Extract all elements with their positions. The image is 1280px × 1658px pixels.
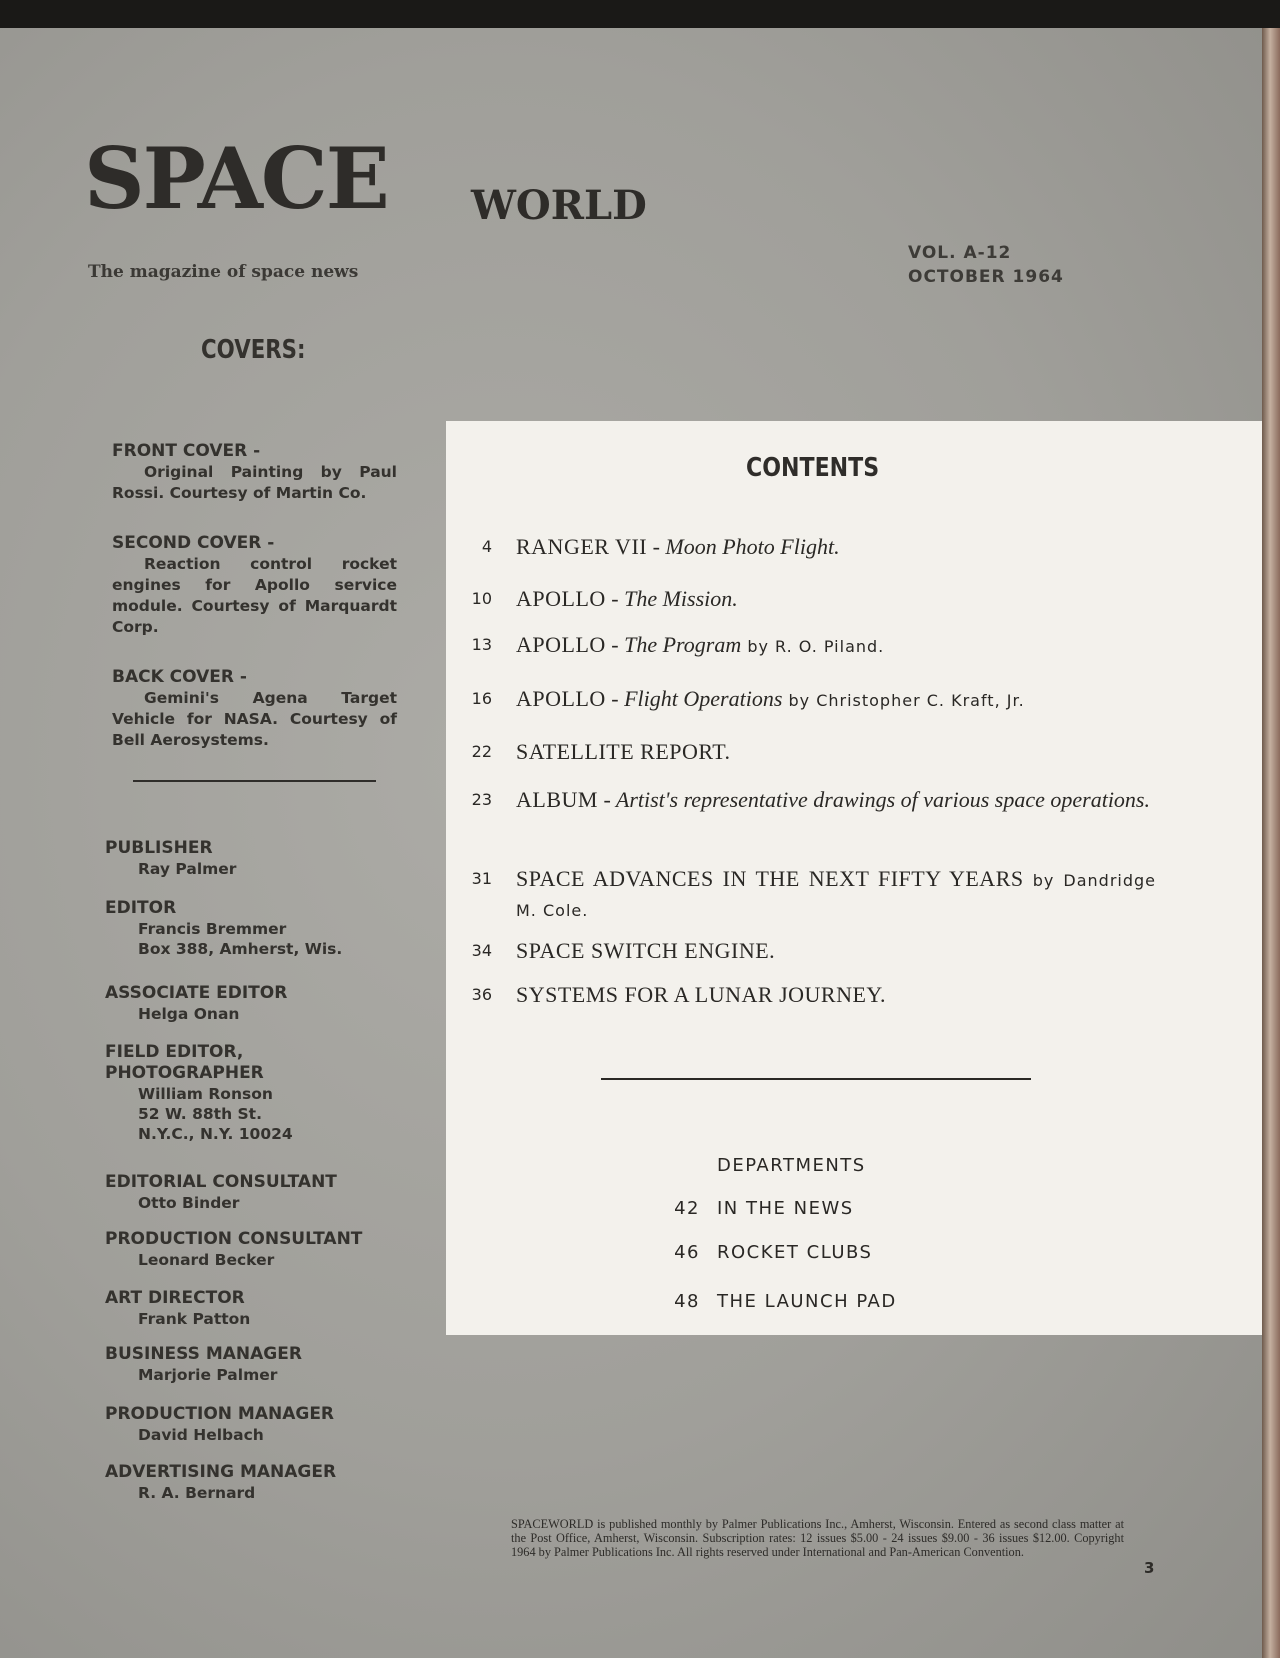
contents-heading: CONTENTS: [746, 453, 880, 483]
staff-entry: [105, 1288, 250, 1329]
staff-role: FIELD EDITOR,: [105, 1042, 244, 1062]
page-spine-edge: [1262, 28, 1280, 1658]
staff-role: PUBLISHER: [105, 838, 213, 858]
toc-text: [516, 737, 1156, 768]
volume-label: VOL. A-12: [908, 243, 1012, 263]
staff-entry: [105, 898, 342, 959]
staff-role: ART DIRECTOR: [105, 1288, 245, 1308]
toc-text: [516, 584, 1156, 615]
cover-description: Reaction control rocket engines for Apollo service module. Courtesy of Marquardt Corp.: [112, 555, 397, 636]
staff-name: William Ronson: [138, 1085, 273, 1103]
staff-entry: [105, 1042, 293, 1144]
cover-item-back: [112, 667, 397, 751]
staff-entry: [105, 1229, 362, 1270]
staff-address: N.Y.C., N.Y. 10024: [138, 1125, 293, 1143]
departments-heading: DEPARTMENTS: [717, 1155, 866, 1176]
staff-name: Frank Patton: [138, 1310, 251, 1328]
toc-page-number: 16: [471, 689, 492, 708]
toc-page-number: 36: [471, 985, 492, 1004]
department-page-number: 48: [674, 1291, 700, 1312]
toc-page-number: 13: [471, 635, 492, 654]
toc-separator: -: [605, 632, 625, 657]
cover-description: Gemini's Agena Target Vehicle for NASA. Courtesy of Bell Aerosystems.: [112, 689, 397, 749]
issue-info: [908, 241, 1064, 289]
staff-entry: [105, 1172, 337, 1213]
staff-name: Helga Onan: [138, 1005, 240, 1023]
staff-address: Box 388, Amherst, Wis.: [138, 940, 343, 958]
divider-rule: [601, 1078, 1031, 1080]
staff-name: David Helbach: [138, 1426, 264, 1444]
staff-role: PRODUCTION CONSULTANT: [105, 1229, 363, 1249]
cover-description: Original Painting by Paul Rossi. Courtesy of Martin Co.: [112, 463, 397, 502]
toc-text: [516, 785, 1156, 816]
toc-page-number: 10: [471, 589, 492, 608]
magazine-tagline: The magazine of space news: [88, 262, 359, 282]
magazine-title: SPACE: [84, 129, 388, 228]
staff-name: Francis Bremmer: [138, 920, 287, 938]
staff-role: EDITORIAL CONSULTANT: [105, 1172, 337, 1192]
toc-title: ALBUM: [516, 787, 598, 812]
staff-name: Leonard Becker: [138, 1251, 275, 1269]
cover-label: BACK COVER -: [112, 667, 247, 687]
magazine-title-secondary: WORLD: [471, 182, 647, 229]
staff-role: BUSINESS MANAGER: [105, 1344, 302, 1364]
staff-role: EDITOR: [105, 898, 177, 918]
toc-separator: -: [605, 586, 625, 611]
toc-page-number: 34: [471, 941, 492, 960]
staff-address: 52 W. 88th St.: [138, 1105, 262, 1123]
toc-subtitle: The Program: [624, 632, 742, 657]
toc-title: SPACE SWITCH ENGINE.: [516, 938, 776, 963]
toc-title: APOLLO: [516, 686, 606, 711]
issue-date: OCTOBER 1964: [908, 267, 1064, 287]
toc-page-number: 22: [471, 742, 492, 761]
staff-name: Otto Binder: [138, 1194, 240, 1212]
toc-byline: by Dandridge M. Cole.: [516, 871, 1156, 920]
department-page-number: 42: [674, 1198, 700, 1219]
toc-title: RANGER VII: [516, 534, 648, 559]
cover-label: SECOND COVER -: [112, 533, 275, 553]
department-page-number: 46: [674, 1242, 700, 1263]
staff-role: PRODUCTION MANAGER: [105, 1404, 335, 1424]
department-entry[interactable]: [672, 1291, 897, 1312]
staff-name: Marjorie Palmer: [138, 1366, 278, 1384]
staff-name: Ray Palmer: [138, 860, 237, 878]
toc-text: [516, 936, 1156, 967]
staff-entry: [105, 1462, 336, 1503]
toc-subtitle: Artist's representative drawings of various space operations.: [615, 787, 1150, 812]
staff-entry: [105, 838, 236, 879]
staff-entry: [105, 983, 287, 1024]
toc-title: APOLLO: [516, 632, 606, 657]
page-number: 3: [1144, 1559, 1155, 1577]
toc-title: SPACE ADVANCES IN THE NEXT FIFTY YEARS: [516, 866, 1024, 891]
cover-item-second: [112, 533, 397, 638]
department-title: THE LAUNCH PAD: [717, 1291, 897, 1312]
department-entry[interactable]: [672, 1198, 854, 1219]
toc-subtitle: The Mission.: [624, 586, 738, 611]
staff-role: ASSOCIATE EDITOR: [105, 983, 288, 1003]
toc-page-number: 31: [471, 869, 492, 888]
staff-name: R. A. Bernard: [138, 1484, 256, 1502]
toc-text: [516, 684, 1156, 715]
toc-subtitle: Moon Photo Flight.: [665, 534, 840, 559]
publication-notice: SPACEWORLD is published monthly by Palmer Publications Inc., Amherst, Wisconsin. Entered as second class matter at the Post Office, Amherst, Wisconsin. Subscription rates: 12 issues $5.00 - 24 issues $9.00 - 36 issues $12.00. Copyright 1964 by Palmer Publications Inc. All rights reserved under International and Pan-American Convention.: [511, 1517, 1124, 1559]
toc-text: [516, 864, 1156, 925]
staff-role: PHOTOGRAPHER: [105, 1063, 264, 1083]
cover-label: FRONT COVER -: [112, 441, 261, 461]
toc-text: [516, 532, 1156, 563]
staff-entry: [105, 1344, 302, 1385]
department-title: ROCKET CLUBS: [717, 1242, 873, 1263]
toc-byline: by R. O. Piland.: [741, 637, 885, 656]
toc-separator: -: [605, 686, 625, 711]
toc-subtitle: Flight Operations: [624, 686, 783, 711]
staff-entry: [105, 1404, 334, 1445]
toc-text: [516, 630, 1156, 661]
toc-page-number: 4: [481, 537, 492, 556]
toc-separator: -: [597, 787, 616, 812]
toc-byline: by Christopher C. Kraft, Jr.: [782, 691, 1025, 710]
department-title: IN THE NEWS: [717, 1198, 854, 1219]
toc-title: APOLLO: [516, 586, 606, 611]
toc-title: SYSTEMS FOR A LUNAR JOURNEY.: [516, 982, 886, 1007]
toc-text: [516, 980, 1156, 1011]
divider-rule: [133, 780, 376, 782]
toc-title: SATELLITE REPORT.: [516, 739, 731, 764]
department-entry[interactable]: [672, 1242, 872, 1263]
toc-separator: -: [647, 534, 666, 559]
covers-heading: COVERS:: [201, 335, 306, 365]
toc-page-number: 23: [471, 790, 492, 809]
staff-role: ADVERTISING MANAGER: [105, 1462, 337, 1482]
cover-item-front: [112, 441, 397, 504]
